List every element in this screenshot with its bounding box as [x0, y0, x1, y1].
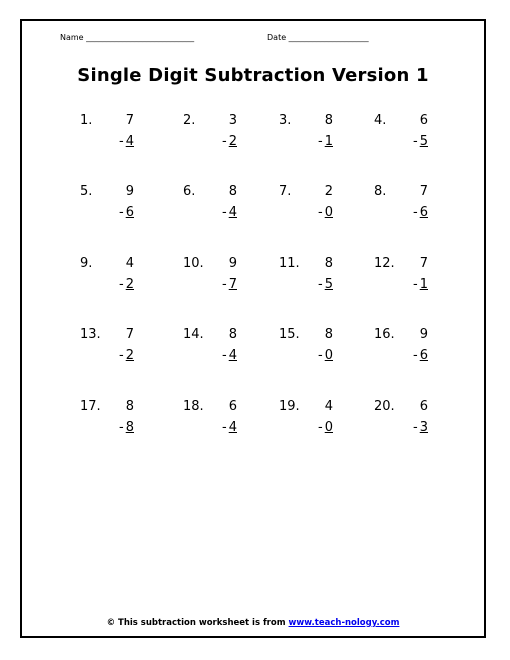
problem-number: 3.	[279, 113, 292, 128]
subtrahend-line	[413, 420, 428, 435]
problem-number: 7.	[279, 184, 292, 199]
minuend: 6	[419, 399, 428, 414]
subtrahend: 6	[419, 348, 428, 363]
minus-sign: -	[318, 420, 323, 435]
subtrahend: 6	[419, 205, 428, 220]
problem-11	[279, 256, 339, 300]
subtrahend-line	[119, 205, 134, 220]
problem-18	[183, 399, 243, 443]
problem-16	[374, 327, 434, 371]
subtrahend-line	[119, 277, 134, 292]
name-blank: ___________________________	[86, 33, 195, 42]
subtrahend: 4	[228, 420, 237, 435]
subtrahend-line	[222, 420, 237, 435]
problem-number: 8.	[374, 184, 387, 199]
minus-sign: -	[119, 205, 124, 220]
problem-10	[183, 256, 243, 300]
subtrahend: 0	[324, 420, 333, 435]
subtrahend-line	[413, 134, 428, 149]
subtrahend-line	[318, 348, 333, 363]
minuend: 8	[228, 327, 237, 342]
subtrahend: 3	[419, 420, 428, 435]
subtrahend: 0	[324, 205, 333, 220]
minus-sign: -	[413, 420, 418, 435]
minuend: 7	[125, 113, 134, 128]
subtrahend: 2	[228, 134, 237, 149]
minuend: 8	[324, 113, 333, 128]
subtrahend-line	[318, 134, 333, 149]
problem-number: 4.	[374, 113, 387, 128]
minuend: 2	[324, 184, 333, 199]
minus-sign: -	[413, 277, 418, 292]
minus-sign: -	[318, 134, 323, 149]
minuend: 8	[324, 327, 333, 342]
problem-19	[279, 399, 339, 443]
subtrahend-line	[318, 205, 333, 220]
subtrahend: 4	[125, 134, 134, 149]
subtrahend: 7	[228, 277, 237, 292]
minus-sign: -	[119, 134, 124, 149]
name-label: Name	[60, 33, 84, 42]
minus-sign: -	[413, 348, 418, 363]
minus-sign: -	[222, 277, 227, 292]
minus-sign: -	[222, 134, 227, 149]
minuend: 7	[419, 184, 428, 199]
problem-number: 18.	[183, 399, 204, 414]
problem-number: 17.	[80, 399, 101, 414]
minuend: 9	[419, 327, 428, 342]
problem-14	[183, 327, 243, 371]
subtrahend-line	[119, 420, 134, 435]
problem-17	[80, 399, 140, 443]
minuend: 9	[228, 256, 237, 271]
subtrahend: 4	[228, 205, 237, 220]
minuend: 4	[324, 399, 333, 414]
problem-12	[374, 256, 434, 300]
minuend: 6	[228, 399, 237, 414]
problem-15	[279, 327, 339, 371]
subtrahend-line	[413, 348, 428, 363]
problem-number: 13.	[80, 327, 101, 342]
problem-number: 9.	[80, 256, 93, 271]
problem-number: 20.	[374, 399, 395, 414]
minus-sign: -	[318, 348, 323, 363]
minuend: 7	[419, 256, 428, 271]
problem-number: 15.	[279, 327, 300, 342]
problem-1	[80, 113, 140, 157]
footer-text: © This subtraction worksheet is from	[106, 618, 289, 628]
subtrahend-line	[222, 277, 237, 292]
date-blank: ____________________	[288, 33, 369, 42]
problem-number: 14.	[183, 327, 204, 342]
subtrahend: 8	[125, 420, 134, 435]
problem-number: 1.	[80, 113, 93, 128]
minus-sign: -	[413, 205, 418, 220]
subtrahend: 1	[419, 277, 428, 292]
minus-sign: -	[318, 277, 323, 292]
minuend: 8	[324, 256, 333, 271]
subtrahend-line	[222, 348, 237, 363]
problem-number: 19.	[279, 399, 300, 414]
minus-sign: -	[222, 420, 227, 435]
subtrahend-line	[222, 134, 237, 149]
subtrahend: 1	[324, 134, 333, 149]
problem-6	[183, 184, 243, 228]
subtrahend: 2	[125, 277, 134, 292]
minuend: 7	[125, 327, 134, 342]
problem-20	[374, 399, 434, 443]
minuend: 8	[228, 184, 237, 199]
problem-4	[374, 113, 434, 157]
problem-13	[80, 327, 140, 371]
minus-sign: -	[222, 348, 227, 363]
minus-sign: -	[119, 277, 124, 292]
subtrahend-line	[318, 420, 333, 435]
minuend: 4	[125, 256, 134, 271]
date-label: Date	[267, 33, 287, 42]
subtrahend: 4	[228, 348, 237, 363]
problem-5	[80, 184, 140, 228]
problem-3	[279, 113, 339, 157]
name-line	[60, 33, 194, 42]
problem-number: 5.	[80, 184, 93, 199]
worksheet-title: Single Digit Subtraction Version 1	[77, 65, 429, 86]
minuend: 8	[125, 399, 134, 414]
subtrahend: 0	[324, 348, 333, 363]
subtrahend: 2	[125, 348, 134, 363]
minuend: 3	[228, 113, 237, 128]
minus-sign: -	[222, 205, 227, 220]
worksheet-page	[20, 19, 486, 638]
minus-sign: -	[119, 420, 124, 435]
minus-sign: -	[119, 348, 124, 363]
minus-sign: -	[318, 205, 323, 220]
subtrahend-line	[222, 205, 237, 220]
footer-link[interactable]: www.teach-nology.com	[288, 618, 400, 628]
subtrahend-line	[413, 205, 428, 220]
subtrahend-line	[413, 277, 428, 292]
minuend: 6	[419, 113, 428, 128]
footer-credit	[22, 618, 484, 628]
subtrahend: 5	[419, 134, 428, 149]
date-line	[267, 33, 369, 42]
subtrahend-line	[119, 348, 134, 363]
problem-number: 11.	[279, 256, 300, 271]
problem-2	[183, 113, 243, 157]
problem-number: 12.	[374, 256, 395, 271]
problem-9	[80, 256, 140, 300]
problem-number: 2.	[183, 113, 196, 128]
minus-sign: -	[413, 134, 418, 149]
problem-7	[279, 184, 339, 228]
subtrahend: 6	[125, 205, 134, 220]
subtrahend: 5	[324, 277, 333, 292]
subtrahend-line	[119, 134, 134, 149]
minuend: 9	[125, 184, 134, 199]
problem-8	[374, 184, 434, 228]
problem-number: 6.	[183, 184, 196, 199]
problem-number: 10.	[183, 256, 204, 271]
problem-number: 16.	[374, 327, 395, 342]
subtrahend-line	[318, 277, 333, 292]
